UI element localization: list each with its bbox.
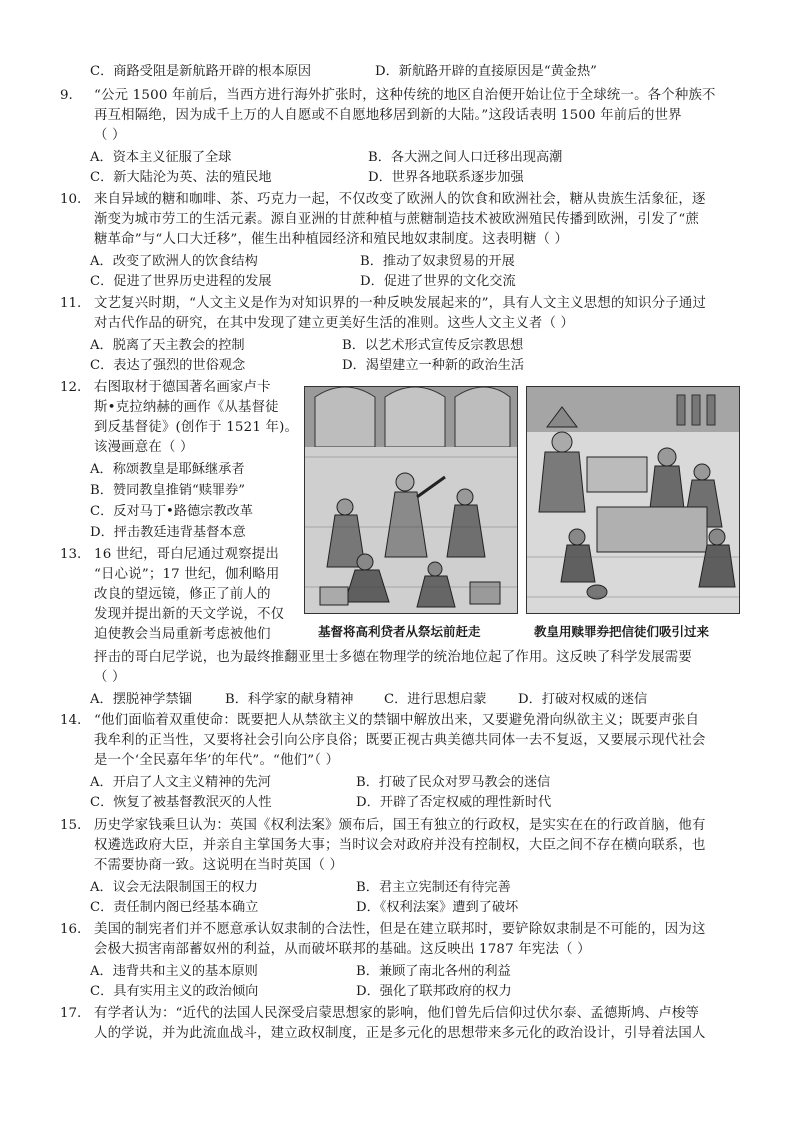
q13-option-d: D．打破对权威的迷信: [518, 692, 648, 707]
q12-stem-line: 该漫画意在（ ）: [94, 440, 194, 455]
q13-stem-line: 迫使教会当局重新考虑被他们: [94, 627, 271, 642]
q13-option-c: C．进行思想启蒙: [384, 692, 487, 707]
q11-option-b: B．以艺术形式宣传反宗教思想: [342, 338, 524, 353]
q14-option-a: A．开启了人文主义精神的先河: [90, 775, 271, 790]
q15-stem-line: 历史学家钱乘旦认为：英国《权利法案》颁布后，国王有独立的行政权，是实实在在的行政首脑，他有: [94, 818, 706, 833]
q10-stem-line: 糖革命”与“人口大迁移”，催生出种植园经济和殖民地奴隶制度。这表明糖（ ）: [94, 232, 569, 247]
q14-option-d: D．开辟了否定权威的理性新时代: [356, 795, 552, 810]
q13-option-a: A．摆脱神学禁锢: [90, 692, 192, 707]
q8-option-c: C．商路受阻是新航路开辟的根本原因: [90, 64, 312, 79]
q9-option-d: D．世界各地联系逐步加强: [368, 170, 524, 185]
q11-stem-line: 文艺复兴时期，“人文主义是作为对知识界的一种反映发展起来的”，具有人文主义思想的知识分子通过: [94, 296, 707, 311]
q12-stem-line: 右图取材于德国著名画家卢卡: [94, 380, 271, 395]
woodcut-left-panel: [304, 386, 518, 614]
q10-option-b: B．推动了奴隶贸易的开展: [360, 254, 515, 269]
q13-stem-line: 抨击的哥白尼学说，也为最终推翻亚里士多德在物理学的统治地位起了作用。这反映了科学发展需要: [94, 650, 692, 665]
q15-option-d: D．《权利法案》遭到了破坏: [356, 900, 519, 915]
q16-stem-line: 美国的制宪者们并不愿意承认奴隶制的合法性，但是在建立联邦时，要铲除奴隶制是不可能的，因为这: [94, 922, 706, 937]
woodcut-right-panel: [526, 386, 740, 614]
q10-number: 10.: [60, 192, 82, 207]
q14-stem-line: 是一个‘全民嘉年华’的年代”。“他们”（ ）: [94, 753, 340, 768]
q12-option-a: A．称颂教皇是耶稣继承者: [90, 462, 245, 477]
q13-number: 13.: [60, 547, 82, 562]
q10-option-d: D．促进了世界的文化交流: [360, 274, 516, 289]
q14-option-b: B．打破了民众对罗马教会的迷信: [356, 775, 551, 790]
q8-option-d: D．新航路开辟的直接原因是“黄金热”: [375, 64, 597, 79]
q9-option-b: B．各大洲之间人口迁移出现高潮: [368, 150, 563, 165]
q9-option-a: A．资本主义征服了全球: [90, 150, 232, 165]
q14-option-c: C．恢复了被基督教泯灭的人性: [90, 795, 272, 810]
q11-number: 11.: [60, 296, 82, 311]
q10-stem-line: 来自异域的糖和咖啡、茶、巧克力一起，不仅改变了欧洲人的饮食和欧洲社会，糖从贵族生活象征，逐: [94, 192, 706, 207]
q14-stem-line: 我牟利的正当性，又要将社会引向公序良俗；既要正视古典美德共同体一去不复返，又要展示现代社会: [94, 733, 706, 748]
woodcut-right-illustration: [527, 387, 739, 613]
q15-stem-line: 权遴选政府大臣，并亲自主掌国务大事；当时议会对政府并没有控制权，大臣之间不存在横向联系，也: [94, 838, 706, 853]
q12-option-b: B．赞同教皇推销“赎罪券”: [90, 483, 246, 498]
q16-option-a: A．违背共和主义的基本原则: [90, 964, 258, 979]
woodcut-figure: [304, 386, 752, 644]
q9-stem-line: “公元 1500 年前后，当西方进行海外扩张时，这种传统的地区自治便开始让位于全球统一。各个种族不: [94, 88, 716, 103]
caption-right: 教皇用赎罪券把信徒们吸引过来: [534, 624, 710, 639]
q13-answer-blank: （ ）: [94, 670, 126, 685]
q17-number: 17.: [60, 1006, 82, 1021]
q12-stem-line: 到反基督徒》(创作于 1521 年)。: [94, 420, 299, 435]
q11-option-c: C．表达了强烈的世俗观念: [90, 358, 246, 373]
q9-answer-blank: （ ）: [94, 128, 126, 143]
q10-option-c: C．促进了世界历史进程的发展: [90, 274, 272, 289]
q9-stem-line: 再互相隔绝，因为成千上万的人自愿或不自愿地移居到新的大陆。”这段话表明 1500 年前后的世界: [94, 108, 682, 123]
q14-stem-line: “他们面临着双重使命：既要把人从禁欲主义的禁锢中解放出来，又要避免滑向纵欲主义；既要声张自: [94, 713, 700, 728]
q15-option-b: B．君主立宪制还有待完善: [356, 880, 511, 895]
q12-option-d: D．抨击教廷违背基督本意: [90, 525, 246, 540]
q15-stem-line: 不需要协商一致。这说明在当时英国（ ）: [94, 858, 344, 873]
q9-option-c: C．新大陆沦为英、法的殖民地: [90, 170, 272, 185]
q17-stem-line: 有学者认为：“近代的法国人民深受启蒙思想家的影响，他们曾先后信仰过伏尔泰、孟德斯鸠、卢梭等: [94, 1006, 700, 1021]
q11-option-a: A．脱离了天主教会的控制: [90, 338, 245, 353]
q16-number: 16.: [60, 922, 82, 937]
q13-stem-line: “日心说”；17 世纪，伽利略用: [94, 567, 280, 582]
q16-option-c: C．具有实用主义的政治倾向: [90, 984, 259, 999]
q15-option-a: A．议会无法限制国王的权力: [90, 880, 258, 895]
q15-option-c: C．责任制内阁已经基本确立: [90, 900, 259, 915]
q15-number: 15.: [60, 818, 82, 833]
q12-number: 12.: [60, 380, 82, 395]
woodcut-left-illustration: [305, 387, 517, 613]
q10-stem-line: 渐变为城市劳工的生活元素。源自亚洲的甘蔗种植与蔗糖制造技术被欧洲殖民传播到欧洲，引发了“蔗: [94, 212, 700, 227]
q14-number: 14.: [60, 713, 82, 728]
q11-stem-line: 对古代作品的研究，在其中发现了建立更美好生活的准则。这些人文主义者（ ）: [94, 316, 575, 331]
q10-option-a: A．改变了欧洲人的饮食结构: [90, 254, 258, 269]
q13-option-b: B．科学家的献身精神: [225, 692, 354, 707]
q12-stem-line: 斯•克拉纳赫的画作《从基督徒: [94, 400, 279, 415]
caption-left: 基督将高利贷者从祭坛前赶走: [318, 624, 481, 639]
q12-option-c: C．反对马丁•路德宗教改革: [90, 504, 253, 519]
q16-option-d: D．强化了联邦政府的权力: [356, 984, 512, 999]
q13-stem-line: 改良的望远镜，修正了前人的: [94, 587, 271, 602]
q17-stem-line: 人的学说，并为此流血战斗，建立政权制度，正是多元化的思想带来多元化的政治设计，引导着法国人: [94, 1026, 706, 1041]
q9-number: 9.: [60, 88, 73, 103]
q16-option-b: B．兼顾了南北各州的利益: [356, 964, 511, 979]
q13-stem-line: 16 世纪，哥白尼通过观察提出: [94, 547, 279, 562]
q16-stem-line: 会极大损害南部蓄奴州的利益，从而破坏联邦的基础。这反映出 1787 年宪法（ ）: [94, 942, 591, 957]
q13-stem-line: 发现并提出新的天文学说，不仅: [94, 607, 285, 622]
q11-option-d: D．渴望建立一种新的政治生活: [342, 358, 525, 373]
